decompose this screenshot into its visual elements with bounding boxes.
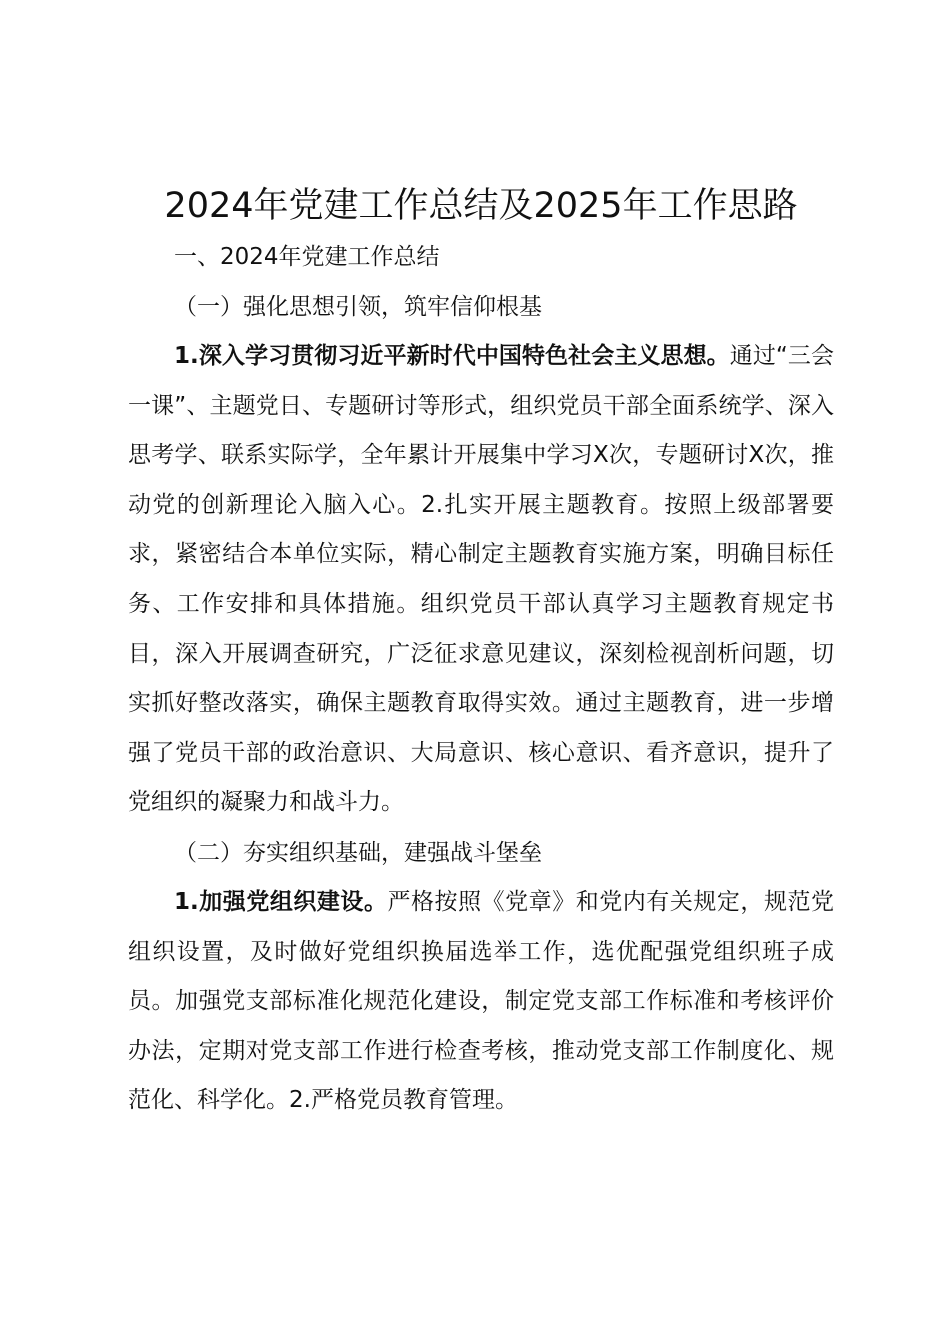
document-title: 2024年党建工作总结及2025年工作思路 — [164, 186, 798, 226]
paragraph-2-lead: 1.加强党组织建设。 — [174, 888, 388, 915]
paragraph-1-lead: 1.深入学习贯彻习近平新时代中国特色社会主义思想。 — [174, 343, 730, 369]
paragraph-1-body: 通过“三会一课”、主题党日、专题研讨等形式，组织党员干部全面系统学、深入思考学、联系实际学，全年累计开展集中学习X次，专题研讨X次，推动党的创新理论入脑入心。2.扎实开展主题教育。按照上级部署要求，紧密结合本单位实际，精心制定主题教育实施方案，明确目标任务、工作安排和具体措施。组织党员干部认真学习主题教育规定书目，深入开展调查研究，广泛征求意见建议，深刻检视剖析问题，切实抓好整改落实，确保主题教育取得实效。通过主题教育，进一步增强了党员干部的政治意识、大局意识、核心意识、看齐意识，提升了党组织的凝聚力和战斗力。 — [128, 343, 834, 816]
subsection-heading-2: （二）夯实组织基础，建强战斗堡垒 — [174, 839, 542, 866]
document-content — [128, 180, 834, 1126]
paragraph-2-body: 严格按照《党章》和党内有关规定，规范党组织设置，及时做好党组织换届选举工作，选优配强党组织班子成员。加强党支部标准化规范化建设，制定党支部工作标准和考核评价办法，定期对党支部工作进行检查考核，推动党支部工作制度化、规范化、科学化。2.严格党员教育管理。 — [128, 888, 835, 1114]
paragraph-1 — [128, 332, 834, 828]
subsection-heading-1: （一）强化思想引领，筑牢信仰根基 — [174, 294, 542, 320]
paragraph-2 — [128, 878, 834, 1126]
section-heading: 一、2024年党建工作总结 — [174, 244, 440, 270]
